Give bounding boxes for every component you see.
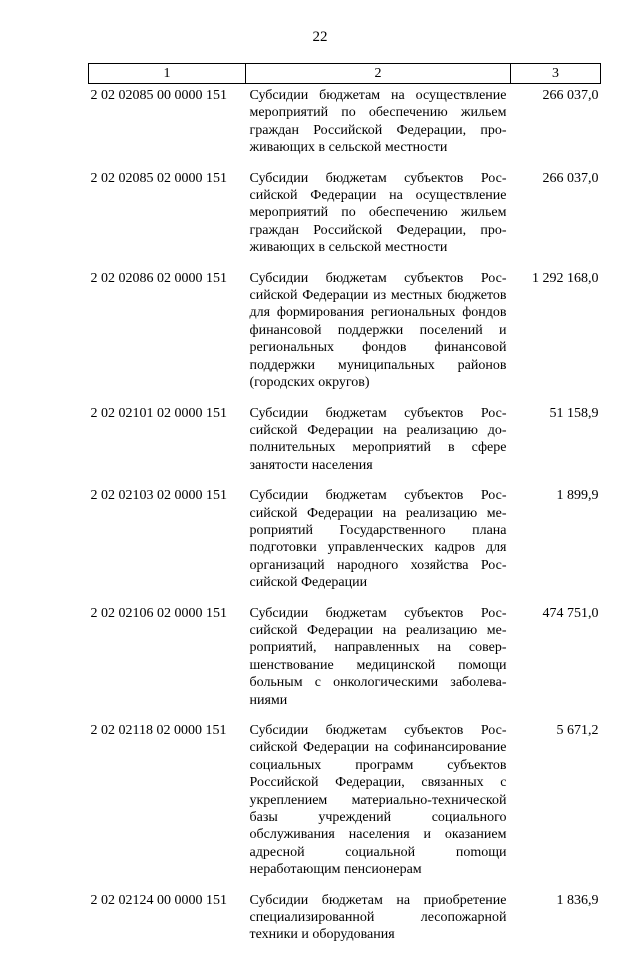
page-number: 22 (312, 29, 328, 45)
budget-description: Субсидии бюджетам субъектов Российской Федерации на софинансирование социальных программ субъектов Российской Федерации, связанных с укреплением материально-технической базы учреждений социального обслуживания населения и оказанием адресной социальной поmощи неработающим пенсионерам (249, 723, 507, 878)
budget-amount: 51 158,9 (549, 405, 599, 421)
budget-code: 2 02 02103 02 0000 151 (90, 488, 227, 504)
budget-amount: 1 899,9 (556, 488, 599, 504)
table-row (89, 267, 601, 402)
budget-description: Субсидии бюджетам на приобретение специализированной лесопожарной техники и оборудования (249, 892, 507, 943)
budget-amount: 1 836,9 (556, 892, 599, 908)
budget-code: 2 02 02085 02 0000 151 (90, 170, 227, 186)
table-row (89, 484, 601, 601)
budget-code: 2 02 02085 00 0000 151 (90, 88, 227, 103)
budget-description: Субсидии бюджетам субъектов Российской Федерации на осуществление мероприятий по обеспечению жильем граждан Российской Федерации, проживающих в сельской местности (249, 170, 507, 256)
budget-code: 2 02 02086 02 0000 151 (90, 270, 227, 286)
table-row (89, 84, 601, 167)
table-row (89, 602, 601, 719)
table-header (89, 64, 601, 84)
table-row (89, 719, 601, 889)
budget-amount: 266 037,0 (542, 88, 599, 103)
table-row (89, 889, 601, 954)
header-row (89, 64, 601, 84)
table-body (89, 84, 601, 954)
budget-description: Субсидии бюджетам на осуществление мероприятий по обеспечению жильем граждан Российской Федерации, проживающих в сельской местности (249, 88, 507, 156)
table-row (89, 402, 601, 485)
budget-description: Субсидии бюджетам субъектов Российской Федерации из местных бюджетов для формирования региональных фондов финансовой поддержки поселений и региональных фондов финансовой поддержки муниципальных районов (городских округов) (249, 270, 507, 391)
budget-amount: 266 037,0 (542, 170, 599, 186)
column-header-2: 2 (246, 64, 511, 84)
budget-code: 2 02 02124 00 0000 151 (90, 892, 227, 908)
budget-description: Субсидии бюджетам субъектов Российской Федерации на реализацию мероприятий, направленных на совершенствование медицинской помощи больным с онкологическими заболеваниями (249, 605, 507, 708)
budget-table (88, 63, 601, 954)
budget-description: Субсидии бюджетам субъектов Российской Федерации на реализацию дополнительных мероприятий в сфере занятости населения (249, 405, 507, 473)
budget-amount: 5 671,2 (556, 723, 599, 738)
column-header-1: 1 (89, 64, 246, 84)
budget-code: 2 02 02118 02 0000 151 (90, 723, 227, 738)
table-row (89, 167, 601, 267)
budget-amount: 1 292 168,0 (532, 270, 599, 286)
column-header-3: 3 (511, 64, 601, 84)
budget-description: Субсидии бюджетам субъектов Российской Федерации на реализацию мероприятий Государственного плана подготовки управленческих кадров для организаций народного хозяйства Российской Федерации (249, 488, 507, 591)
budget-code: 2 02 02101 02 0000 151 (90, 405, 227, 421)
budget-amount: 474 751,0 (542, 605, 599, 621)
budget-code: 2 02 02106 02 0000 151 (90, 605, 227, 621)
